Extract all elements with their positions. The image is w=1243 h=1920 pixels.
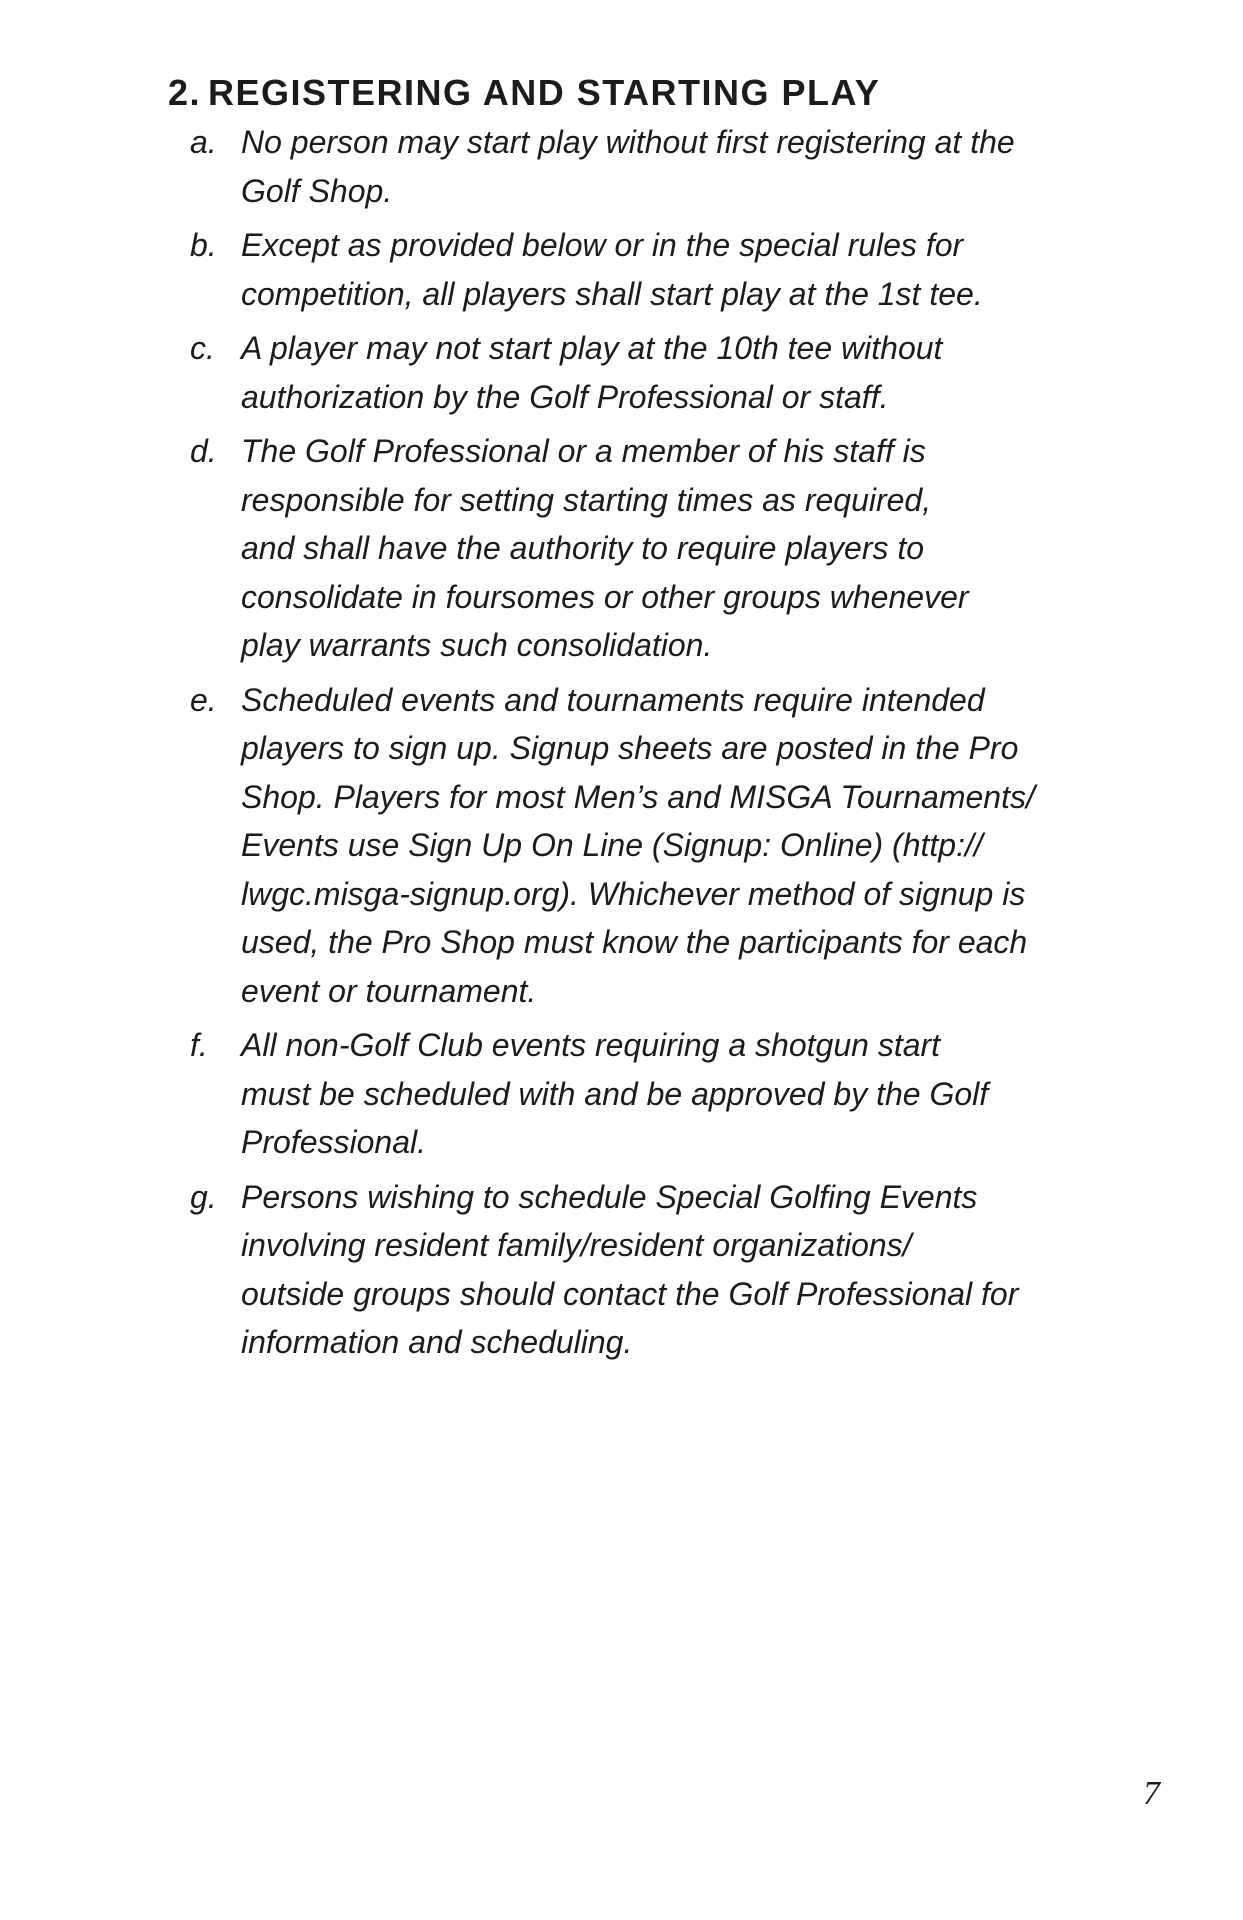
item-text: Except as provided below or in the special rules for competition, all players shall start play at the 1st tee. (241, 227, 983, 312)
item-letter: f. (190, 1027, 208, 1063)
section-heading (168, 68, 880, 118)
item-text: No person may start play without first registering at the Golf Shop. (241, 124, 1015, 209)
item-text: The Golf Professional or a member of his staff is responsible for setting starting times as required, and shall have the authority to require players to consolidate in foursomes or other groups whenever play warrants such consolidation. (241, 433, 969, 663)
list-item-a (190, 118, 1180, 215)
item-letter: d. (190, 433, 217, 469)
section-title: REGISTERING AND STARTING PLAY (208, 72, 881, 113)
page-number: 7 (1143, 1775, 1160, 1812)
item-letter: a. (190, 124, 217, 160)
item-text: A player may not start play at the 10th tee without authorization by the Golf Professional or staff. (241, 330, 943, 415)
list-item-c (190, 324, 1180, 421)
item-text: Scheduled events and tournaments require intended players to sign up. Signup sheets are posted in the Pro Shop. Players for most Men’s and MISGA Tournaments/ Events use Sign Up On Line (Signup: Online) (http:// lwgc.misga-signup.org). Whichever method of signup is used, the Pro Shop must know the participants for each event or tournament. (241, 681, 1035, 1009)
list-item-f (190, 1021, 1180, 1167)
item-text: Persons wishing to schedule Special Golfing Events involving resident family/resident organizations/ outside groups should contact the Golf Professional for information and scheduling. (241, 1178, 1019, 1360)
item-letter: c. (190, 330, 215, 366)
item-letter: b. (190, 227, 217, 263)
section-number: 2. (168, 72, 202, 113)
list-item-b (190, 221, 1180, 318)
item-text: All non-Golf Club events requiring a shotgun start must be scheduled with and be approved by the Golf Professional. (241, 1027, 989, 1160)
item-letter: e. (190, 681, 217, 718)
list-item-g (190, 1173, 1180, 1367)
rules-list (190, 118, 1180, 1373)
list-item-d (190, 427, 1180, 670)
item-letter: g. (190, 1178, 217, 1215)
list-item-e (190, 676, 1180, 1016)
